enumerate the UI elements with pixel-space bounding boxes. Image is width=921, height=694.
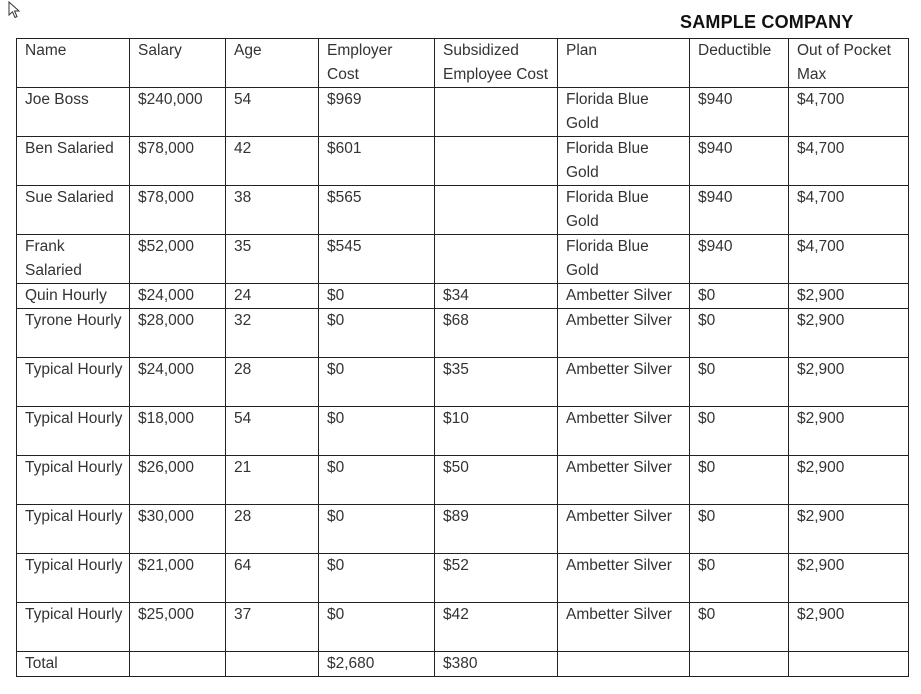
table-row bbox=[17, 137, 909, 186]
cell-name: Tyrone Hourly bbox=[17, 309, 130, 358]
cell-employer-cost: $601 bbox=[319, 137, 435, 186]
cell-name: Joe Boss bbox=[17, 88, 130, 137]
cell-salary: $78,000 bbox=[130, 186, 226, 235]
table-row bbox=[17, 284, 909, 309]
cell-plan: Ambetter Silver bbox=[558, 505, 690, 554]
table-row bbox=[17, 235, 909, 284]
cell-employer-cost: $0 bbox=[319, 554, 435, 603]
cell-deductible: $940 bbox=[690, 137, 789, 186]
cell-out-of-pocket-max bbox=[789, 652, 909, 677]
cell-plan: Ambetter Silver bbox=[558, 358, 690, 407]
cell-age: 35 bbox=[226, 235, 319, 284]
cell-age: 24 bbox=[226, 284, 319, 309]
header-salary: Salary bbox=[130, 39, 226, 88]
table-row bbox=[17, 186, 909, 235]
cell-subsidized-employee-cost bbox=[435, 186, 558, 235]
cell-deductible: $0 bbox=[690, 554, 789, 603]
cell-name: Sue Salaried bbox=[17, 186, 130, 235]
cell-name: Typical Hourly bbox=[17, 603, 130, 652]
table-row bbox=[17, 407, 909, 456]
cell-plan: Ambetter Silver bbox=[558, 456, 690, 505]
cell-name: Typical Hourly bbox=[17, 358, 130, 407]
cell-name: Quin Hourly bbox=[17, 284, 130, 309]
cell-plan: Ambetter Silver bbox=[558, 309, 690, 358]
table-row bbox=[17, 88, 909, 137]
cell-deductible: $0 bbox=[690, 407, 789, 456]
header-subsidized-employee-cost: Subsidized Employee Cost bbox=[435, 39, 558, 88]
cell-employer-cost: $545 bbox=[319, 235, 435, 284]
cell-salary: $26,000 bbox=[130, 456, 226, 505]
cell-out-of-pocket-max: $2,900 bbox=[789, 358, 909, 407]
table-row bbox=[17, 456, 909, 505]
cell-name: Ben Salaried bbox=[17, 137, 130, 186]
cell-deductible: $940 bbox=[690, 88, 789, 137]
cell-salary: $30,000 bbox=[130, 505, 226, 554]
cell-employer-cost: $0 bbox=[319, 505, 435, 554]
cell-employer-cost: $0 bbox=[319, 309, 435, 358]
cell-name: Total bbox=[17, 652, 130, 677]
cell-salary: $28,000 bbox=[130, 309, 226, 358]
cell-deductible bbox=[690, 652, 789, 677]
cell-deductible: $0 bbox=[690, 358, 789, 407]
cell-age: 38 bbox=[226, 186, 319, 235]
cell-out-of-pocket-max: $2,900 bbox=[789, 603, 909, 652]
header-deductible: Deductible bbox=[690, 39, 789, 88]
cell-subsidized-employee-cost bbox=[435, 137, 558, 186]
cell-out-of-pocket-max: $2,900 bbox=[789, 554, 909, 603]
cell-name: Frank Salaried bbox=[17, 235, 130, 284]
table-row bbox=[17, 358, 909, 407]
cell-age: 42 bbox=[226, 137, 319, 186]
cell-plan: Ambetter Silver bbox=[558, 407, 690, 456]
header-plan: Plan bbox=[558, 39, 690, 88]
cell-name: Typical Hourly bbox=[17, 505, 130, 554]
cell-employer-cost: $0 bbox=[319, 456, 435, 505]
cell-age: 28 bbox=[226, 505, 319, 554]
table-row bbox=[17, 554, 909, 603]
cell-plan: Florida Blue Gold bbox=[558, 186, 690, 235]
cell-name: Typical Hourly bbox=[17, 407, 130, 456]
cell-employer-cost: $969 bbox=[319, 88, 435, 137]
cell-subsidized-employee-cost: $50 bbox=[435, 456, 558, 505]
cell-employer-cost: $2,680 bbox=[319, 652, 435, 677]
cell-age: 32 bbox=[226, 309, 319, 358]
cell-age: 28 bbox=[226, 358, 319, 407]
cell-salary: $21,000 bbox=[130, 554, 226, 603]
cell-subsidized-employee-cost: $380 bbox=[435, 652, 558, 677]
total-row bbox=[17, 652, 909, 677]
cell-out-of-pocket-max: $4,700 bbox=[789, 137, 909, 186]
cell-deductible: $0 bbox=[690, 505, 789, 554]
cell-plan: Ambetter Silver bbox=[558, 603, 690, 652]
cell-subsidized-employee-cost bbox=[435, 235, 558, 284]
cell-age: 54 bbox=[226, 407, 319, 456]
cell-subsidized-employee-cost: $68 bbox=[435, 309, 558, 358]
cell-employer-cost: $0 bbox=[319, 603, 435, 652]
cell-employer-cost: $0 bbox=[319, 358, 435, 407]
cell-out-of-pocket-max: $2,900 bbox=[789, 407, 909, 456]
cell-age bbox=[226, 652, 319, 677]
header-name: Name bbox=[17, 39, 130, 88]
cell-subsidized-employee-cost: $35 bbox=[435, 358, 558, 407]
cell-out-of-pocket-max: $2,900 bbox=[789, 456, 909, 505]
mouse-cursor-icon bbox=[8, 1, 24, 19]
header-employer-cost: Employer Cost bbox=[319, 39, 435, 88]
cell-subsidized-employee-cost: $52 bbox=[435, 554, 558, 603]
cell-out-of-pocket-max: $2,900 bbox=[789, 284, 909, 309]
header-out-of-pocket-max: Out of Pocket Max bbox=[789, 39, 909, 88]
cell-employer-cost: $0 bbox=[319, 407, 435, 456]
company-title: SAMPLE COMPANY bbox=[680, 12, 854, 32]
cell-age: 21 bbox=[226, 456, 319, 505]
cell-out-of-pocket-max: $4,700 bbox=[789, 186, 909, 235]
cell-deductible: $940 bbox=[690, 186, 789, 235]
cell-deductible: $0 bbox=[690, 456, 789, 505]
cell-deductible: $0 bbox=[690, 309, 789, 358]
cell-plan: Ambetter Silver bbox=[558, 554, 690, 603]
cell-salary: $52,000 bbox=[130, 235, 226, 284]
cell-out-of-pocket-max: $4,700 bbox=[789, 88, 909, 137]
table-row bbox=[17, 505, 909, 554]
cell-subsidized-employee-cost: $89 bbox=[435, 505, 558, 554]
cell-age: 37 bbox=[226, 603, 319, 652]
cell-subsidized-employee-cost: $10 bbox=[435, 407, 558, 456]
cell-plan: Florida Blue Gold bbox=[558, 137, 690, 186]
cell-deductible: $0 bbox=[690, 284, 789, 309]
cell-subsidized-employee-cost: $42 bbox=[435, 603, 558, 652]
cell-employer-cost: $0 bbox=[319, 284, 435, 309]
cell-out-of-pocket-max: $2,900 bbox=[789, 309, 909, 358]
cell-salary bbox=[130, 652, 226, 677]
cell-subsidized-employee-cost bbox=[435, 88, 558, 137]
cell-salary: $24,000 bbox=[130, 284, 226, 309]
cell-plan: Florida Blue Gold bbox=[558, 88, 690, 137]
cell-salary: $78,000 bbox=[130, 137, 226, 186]
cell-plan: Florida Blue Gold bbox=[558, 235, 690, 284]
employee-cost-table bbox=[16, 38, 909, 677]
cell-out-of-pocket-max: $4,700 bbox=[789, 235, 909, 284]
cell-out-of-pocket-max: $2,900 bbox=[789, 505, 909, 554]
cell-plan bbox=[558, 652, 690, 677]
cell-age: 64 bbox=[226, 554, 319, 603]
cell-salary: $24,000 bbox=[130, 358, 226, 407]
cell-deductible: $0 bbox=[690, 603, 789, 652]
table-row bbox=[17, 309, 909, 358]
table-row bbox=[17, 603, 909, 652]
header-row bbox=[17, 39, 909, 88]
cell-name: Typical Hourly bbox=[17, 554, 130, 603]
cell-employer-cost: $565 bbox=[319, 186, 435, 235]
cell-subsidized-employee-cost: $34 bbox=[435, 284, 558, 309]
cell-name: Typical Hourly bbox=[17, 456, 130, 505]
cell-salary: $18,000 bbox=[130, 407, 226, 456]
cell-plan: Ambetter Silver bbox=[558, 284, 690, 309]
header-age: Age bbox=[226, 39, 319, 88]
cell-deductible: $940 bbox=[690, 235, 789, 284]
cell-age: 54 bbox=[226, 88, 319, 137]
cell-salary: $25,000 bbox=[130, 603, 226, 652]
cell-salary: $240,000 bbox=[130, 88, 226, 137]
